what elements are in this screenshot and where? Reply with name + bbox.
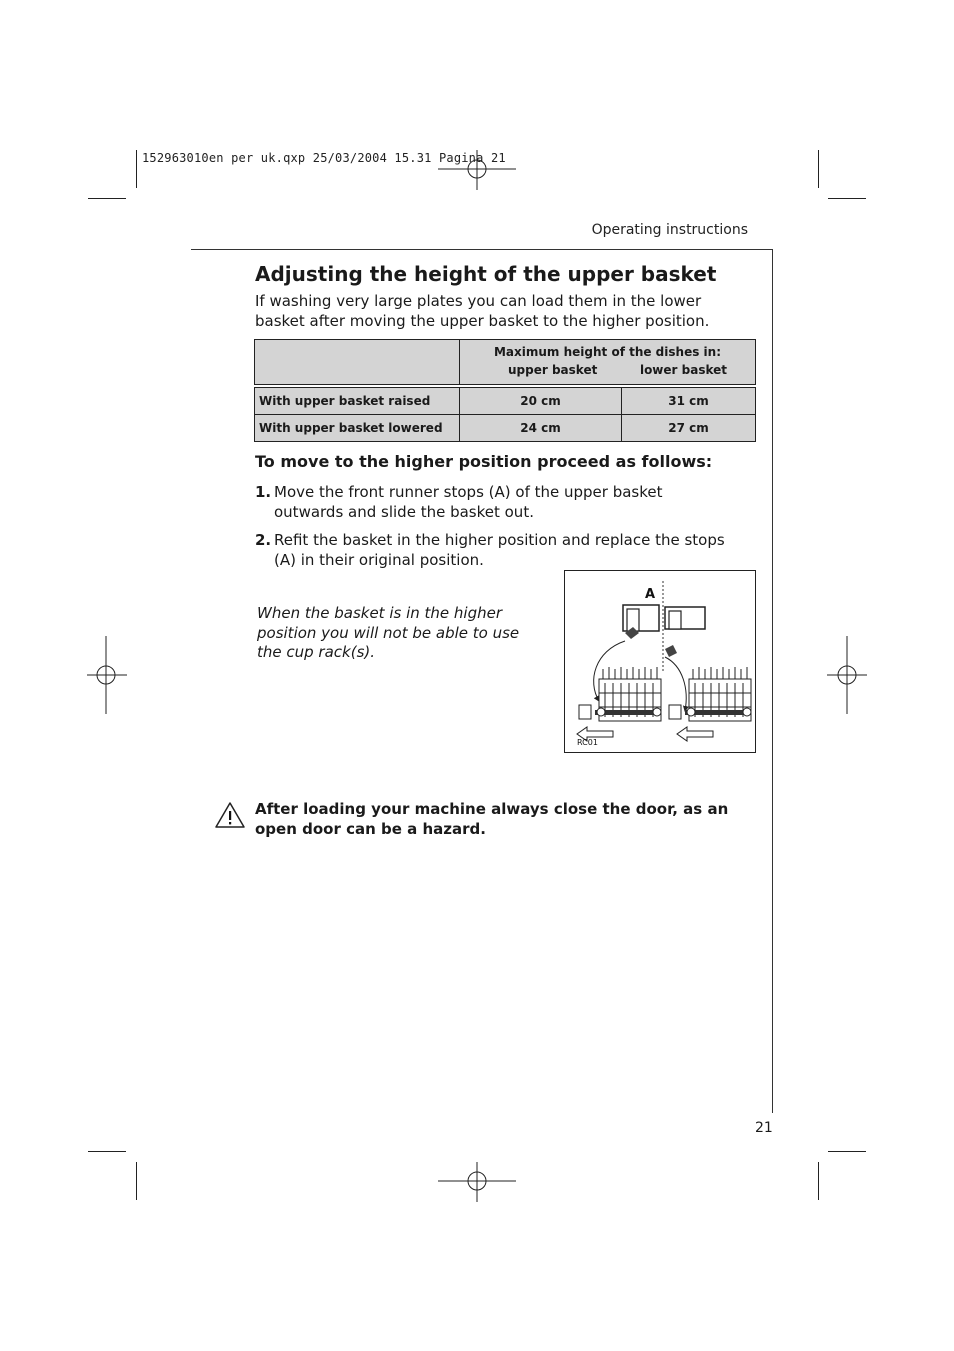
warning-triangle-icon [214, 801, 246, 829]
step-text: Refit the basket in the higher position and replace the stops (A) in their original position. [274, 531, 725, 569]
crop-mark [88, 1151, 126, 1152]
figure-label-a: A [645, 587, 656, 602]
table-header-title: Maximum height of the dishes in: [493, 345, 721, 359]
row-lower-value: 27 cm [622, 415, 756, 442]
crop-mark [818, 1162, 819, 1200]
row-upper-value: 24 cm [460, 415, 622, 442]
row-label: With upper basket lowered [255, 415, 460, 442]
column-upper-basket: upper basket [508, 363, 598, 377]
crop-mark [88, 198, 126, 199]
list-item [255, 530, 725, 570]
page-number: 21 [755, 1120, 773, 1136]
crop-mark [828, 198, 866, 199]
step-text: Move the front runner stops (A) of the upper basket outwards and slide the basket out. [274, 483, 663, 521]
table-header [460, 340, 756, 385]
header-rule [191, 249, 773, 250]
section-label: Operating instructions [591, 222, 748, 238]
page-title: Adjusting the height of the upper basket [255, 262, 717, 286]
table-row [255, 388, 756, 415]
figure-code: RC01 [577, 738, 598, 747]
step-number: 2. [255, 531, 272, 549]
intro-paragraph: If washing very large plates you can load them in the lower basket after moving the upper basket to the higher position. [255, 292, 710, 330]
registration-mark-icon [87, 636, 127, 714]
step-number: 1. [255, 483, 272, 501]
row-label: With upper basket raised [255, 388, 460, 415]
cup-rack-note: When the basket is in the higher position you will not be able to use the cup rack(s). [257, 604, 520, 661]
procedure-heading: To move to the higher position proceed as follows: [255, 452, 713, 471]
table-header-blank [255, 340, 460, 385]
row-upper-value: 20 cm [460, 388, 622, 415]
column-lower-basket: lower basket [639, 363, 727, 377]
height-table [254, 339, 756, 442]
print-slug: 152963010en per uk.qxp 25/03/2004 15.31 Pagina 21 [142, 151, 506, 165]
margin-rule [772, 249, 773, 1113]
registration-mark-icon [438, 1162, 516, 1202]
basket-illustration [564, 570, 756, 753]
crop-mark [818, 150, 819, 188]
list-item [255, 482, 725, 522]
warning-text: After loading your machine always close the door, as an open door can be a hazard. [255, 800, 729, 838]
registration-mark-icon [827, 636, 867, 714]
table-row [255, 415, 756, 442]
crop-mark [828, 1151, 866, 1152]
crop-mark [136, 150, 137, 188]
crop-mark [136, 1162, 137, 1200]
row-lower-value: 31 cm [622, 388, 756, 415]
basket-diagram-icon [565, 571, 755, 752]
